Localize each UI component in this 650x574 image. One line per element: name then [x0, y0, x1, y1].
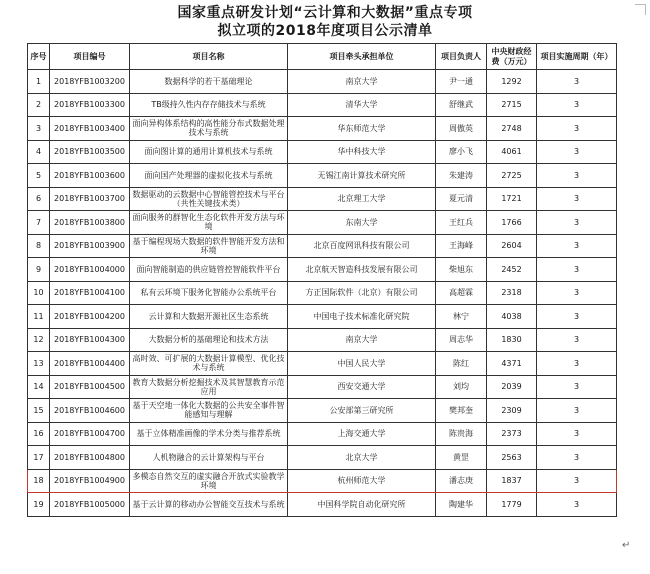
cell-funding: 4061 [487, 140, 537, 164]
table-row [28, 187, 617, 211]
cell-code: 2018YFB1004300 [50, 328, 130, 352]
cell-funding: 1292 [487, 70, 537, 94]
cell-funding: 4038 [487, 305, 537, 329]
cell-lead-unit: 清华大学 [288, 93, 436, 117]
table-row [28, 70, 617, 94]
cell-lead-unit: 北京大学 [288, 446, 436, 470]
cell-funding: 1766 [487, 211, 537, 235]
cell-index: 15 [28, 399, 50, 423]
cell-funding: 4371 [487, 352, 537, 376]
cell-project-name: 私有云环境下服务化智能办公系统平台 [130, 281, 288, 305]
cell-lead-unit: 中国人民大学 [288, 352, 436, 376]
header-period: 项目实施周期（年） [537, 44, 617, 70]
table-row [28, 281, 617, 305]
cell-code: 2018YFB1003600 [50, 164, 130, 188]
cell-code: 2018YFB1004100 [50, 281, 130, 305]
cell-code: 2018YFB1004600 [50, 399, 130, 423]
cell-lead-unit: 华中科技大学 [288, 140, 436, 164]
cell-lead-unit: 北京百度网讯科技有限公司 [288, 234, 436, 258]
cell-project-name: 云计算和大数据开源社区生态系统 [130, 305, 288, 329]
cell-period: 3 [537, 446, 617, 470]
cell-lead-unit: 西安交通大学 [288, 375, 436, 399]
cell-index: 19 [28, 493, 50, 517]
cell-project-name: 面向智能制造的供应链管控智能软件平台 [130, 258, 288, 282]
cell-project-name: 面向异构体系结构的高性能分布式数据处理技术与系统 [130, 117, 288, 141]
cell-lead-person: 潘志庚 [436, 469, 487, 493]
cell-period: 3 [537, 70, 617, 94]
cell-project-name: 教育大数据分析挖掘技术及其智慧教育示范应用 [130, 375, 288, 399]
cell-code: 2018YFB1004700 [50, 422, 130, 446]
cell-code: 2018YFB1003500 [50, 140, 130, 164]
cell-period: 3 [537, 234, 617, 258]
cell-project-name: 数据驱动的云数据中心智能管控技术与平台（共性关键技术类） [130, 187, 288, 211]
cell-period: 3 [537, 164, 617, 188]
cell-index: 18 [28, 469, 50, 493]
cell-index: 14 [28, 375, 50, 399]
cell-index: 3 [28, 117, 50, 141]
cell-project-name: 人机物融合的云计算架构与平台 [130, 446, 288, 470]
cell-index: 7 [28, 211, 50, 235]
cell-funding: 2373 [487, 422, 537, 446]
cell-period: 3 [537, 140, 617, 164]
cell-lead-unit: 南京大学 [288, 328, 436, 352]
cell-index: 5 [28, 164, 50, 188]
title-line-1: 国家重点研发计划“云计算和大数据”重点专项 [177, 5, 473, 21]
cell-lead-person: 陈红 [436, 352, 487, 376]
table-row [28, 258, 617, 282]
document-title [0, 4, 650, 40]
cell-index: 13 [28, 352, 50, 376]
cell-code: 2018YFB1004200 [50, 305, 130, 329]
cell-funding: 2309 [487, 399, 537, 423]
cell-lead-person: 王红兵 [436, 211, 487, 235]
cell-index: 2 [28, 93, 50, 117]
cell-project-name: 基于天空地一体化大数据的公共安全事件智能感知与理解 [130, 399, 288, 423]
cell-project-name: 基于云计算的移动办公智能交互技术与系统 [130, 493, 288, 517]
cell-code: 2018YFB1003400 [50, 117, 130, 141]
cell-lead-person: 樊邦奎 [436, 399, 487, 423]
cell-lead-person: 柴旭东 [436, 258, 487, 282]
paragraph-mark: ↵ [622, 540, 631, 551]
cell-funding: 1779 [487, 493, 537, 517]
cell-lead-person: 黄罡 [436, 446, 487, 470]
table-row [28, 493, 617, 517]
header-index: 序号 [28, 44, 50, 70]
table-row [28, 422, 617, 446]
cell-code: 2018YFB1003300 [50, 93, 130, 117]
cell-lead-unit: 中国电子技术标准化研究院 [288, 305, 436, 329]
cell-funding: 2748 [487, 117, 537, 141]
cell-project-name: TB级持久性内存存储技术与系统 [130, 93, 288, 117]
cell-funding: 2563 [487, 446, 537, 470]
cell-code: 2018YFB1004400 [50, 352, 130, 376]
cell-code: 2018YFB1004900 [50, 469, 130, 493]
table-row [28, 140, 617, 164]
header-code: 项目编号 [50, 44, 130, 70]
cell-project-name: 高时效、可扩展的大数据计算模型、优化技术与系统 [130, 352, 288, 376]
table-row [28, 305, 617, 329]
cell-period: 3 [537, 375, 617, 399]
cell-funding: 2318 [487, 281, 537, 305]
cell-period: 3 [537, 328, 617, 352]
cell-funding: 2604 [487, 234, 537, 258]
cell-code: 2018YFB1003700 [50, 187, 130, 211]
cell-period: 3 [537, 187, 617, 211]
cell-index: 1 [28, 70, 50, 94]
cell-project-name: 面向国产处理器的虚拟化技术与系统 [130, 164, 288, 188]
cell-index: 11 [28, 305, 50, 329]
header-unit: 项目牵头承担单位 [288, 44, 436, 70]
cell-period: 3 [537, 258, 617, 282]
cell-funding: 1721 [487, 187, 537, 211]
cell-period: 3 [537, 422, 617, 446]
table-row [28, 446, 617, 470]
cell-lead-unit: 中国科学院自动化研究所 [288, 493, 436, 517]
cell-lead-unit: 方正国际软件（北京）有限公司 [288, 281, 436, 305]
cell-lead-person: 陈贵海 [436, 422, 487, 446]
cell-index: 4 [28, 140, 50, 164]
table-row [28, 117, 617, 141]
cell-period: 3 [537, 352, 617, 376]
table-row [28, 352, 617, 376]
cell-lead-person: 陶建华 [436, 493, 487, 517]
cell-funding: 2715 [487, 93, 537, 117]
cell-code: 2018YFB1005000 [50, 493, 130, 517]
cell-code: 2018YFB1003900 [50, 234, 130, 258]
cell-lead-person: 高超霖 [436, 281, 487, 305]
cell-project-name: 基于编程现场大数据的软件智能开发方法和环境 [130, 234, 288, 258]
cell-lead-unit: 上海交通大学 [288, 422, 436, 446]
table-row [28, 164, 617, 188]
table-row [28, 93, 617, 117]
cell-lead-unit: 华东师范大学 [288, 117, 436, 141]
cell-project-name: 面向服务的群智化生态化软件开发方法与环境 [130, 211, 288, 235]
cell-index: 10 [28, 281, 50, 305]
cell-period: 3 [537, 493, 617, 517]
project-table [27, 43, 617, 517]
cell-project-name: 多模态自然交互的虚实融合开放式实验教学环境 [130, 469, 288, 493]
cell-lead-unit: 公安部第三研究所 [288, 399, 436, 423]
cell-lead-person: 王海峰 [436, 234, 487, 258]
cell-project-name: 数据科学的若干基础理论 [130, 70, 288, 94]
header-person: 项目负责人 [436, 44, 487, 70]
table-row [28, 211, 617, 235]
table-row [28, 469, 617, 493]
header-name: 项目名称 [130, 44, 288, 70]
cell-code: 2018YFB1003200 [50, 70, 130, 94]
cell-lead-person: 朱建涛 [436, 164, 487, 188]
cell-period: 3 [537, 399, 617, 423]
cell-lead-person: 尹一通 [436, 70, 487, 94]
cell-index: 17 [28, 446, 50, 470]
cell-index: 12 [28, 328, 50, 352]
cell-project-name: 面向图计算的通用计算机技术与系统 [130, 140, 288, 164]
cell-lead-person: 林宁 [436, 305, 487, 329]
cell-code: 2018YFB1004000 [50, 258, 130, 282]
cell-lead-unit: 南京大学 [288, 70, 436, 94]
cell-period: 3 [537, 469, 617, 493]
cell-period: 3 [537, 93, 617, 117]
cell-lead-person: 夏元清 [436, 187, 487, 211]
cell-lead-person: 刘均 [436, 375, 487, 399]
table-row [28, 375, 617, 399]
cell-lead-person: 周傲英 [436, 117, 487, 141]
cell-funding: 1830 [487, 328, 537, 352]
cell-lead-person: 周志华 [436, 328, 487, 352]
cell-lead-person: 廖小飞 [436, 140, 487, 164]
cell-funding: 2039 [487, 375, 537, 399]
cell-project-name: 大数据分析的基础理论和技术方法 [130, 328, 288, 352]
cell-lead-person: 舒继武 [436, 93, 487, 117]
cell-project-name: 基于立体精准画像的学术分类与推荐系统 [130, 422, 288, 446]
cell-lead-unit: 北京航天智造科技发展有限公司 [288, 258, 436, 282]
cell-code: 2018YFB1003800 [50, 211, 130, 235]
cell-lead-unit: 杭州师范大学 [288, 469, 436, 493]
cell-lead-unit: 北京理工大学 [288, 187, 436, 211]
cell-lead-unit: 东南大学 [288, 211, 436, 235]
cell-funding: 2725 [487, 164, 537, 188]
cell-index: 8 [28, 234, 50, 258]
cell-period: 3 [537, 281, 617, 305]
table-row [28, 399, 617, 423]
cell-lead-unit: 无锡江南计算技术研究所 [288, 164, 436, 188]
table-header-row [28, 44, 617, 70]
title-line-2: 拟立项的2018年度项目公示清单 [217, 23, 433, 39]
cell-funding: 2452 [487, 258, 537, 282]
cell-index: 6 [28, 187, 50, 211]
cell-code: 2018YFB1004800 [50, 446, 130, 470]
cell-funding: 1837 [487, 469, 537, 493]
cell-index: 9 [28, 258, 50, 282]
header-fund: 中央财政经费（万元） [487, 44, 537, 70]
table-row [28, 328, 617, 352]
cell-period: 3 [537, 117, 617, 141]
table-row [28, 234, 617, 258]
cell-period: 3 [537, 305, 617, 329]
cell-index: 16 [28, 422, 50, 446]
cell-period: 3 [537, 211, 617, 235]
cell-code: 2018YFB1004500 [50, 375, 130, 399]
